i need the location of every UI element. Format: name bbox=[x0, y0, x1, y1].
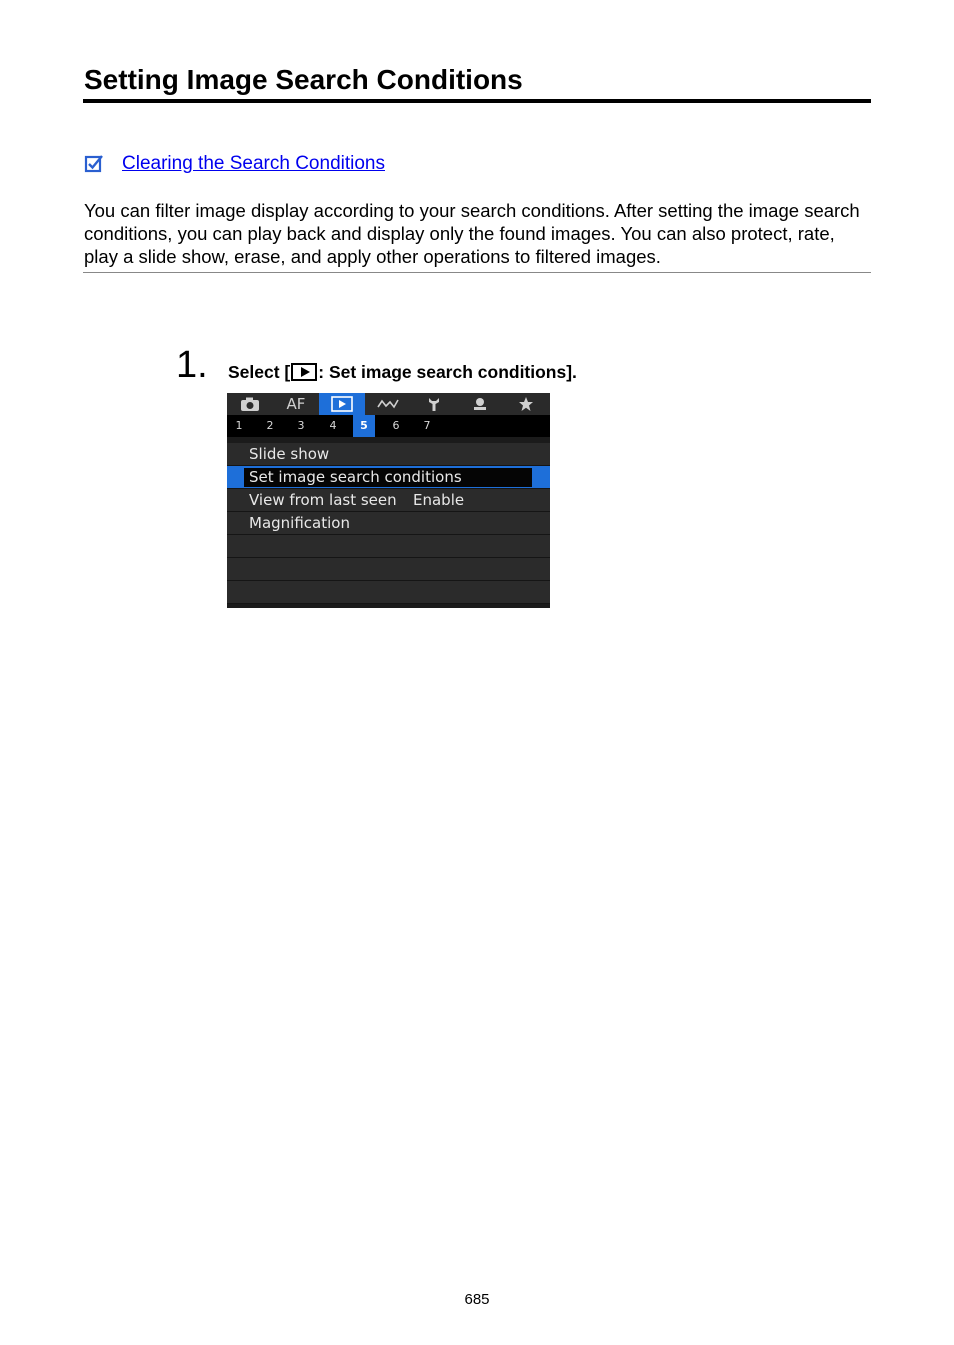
step-instruction bbox=[228, 361, 577, 383]
intro-paragraph: You can filter image display according to your search conditions. After setting the image search conditions, you can play back and display only the found images. You can also protect, rate, play a slide show, erase, and apply other operations to filtered images. bbox=[84, 200, 860, 267]
camera-menu-screenshot bbox=[227, 393, 550, 608]
menu-item-set-image-search-conditions bbox=[227, 466, 550, 489]
playback-icon bbox=[291, 363, 317, 381]
af-icon: AF bbox=[286, 395, 306, 413]
camera-icon bbox=[227, 393, 273, 415]
menu-item-magnification bbox=[227, 512, 550, 535]
star-icon bbox=[503, 393, 549, 415]
page-number-5: 5 bbox=[353, 415, 375, 437]
camera-tab-bar bbox=[227, 393, 550, 415]
menu-item-empty bbox=[227, 558, 550, 581]
page-number-7: 7 bbox=[423, 419, 431, 432]
playback-icon bbox=[319, 393, 365, 415]
menu-item-label: Slide show bbox=[249, 445, 330, 463]
page-title: Setting Image Search Conditions bbox=[84, 64, 523, 95]
step-text-before: Select [ bbox=[228, 362, 291, 382]
menu-item-label: View from last seen bbox=[249, 491, 397, 509]
page-number-6: 6 bbox=[392, 419, 400, 432]
page-number-4: 4 bbox=[329, 419, 337, 432]
camera-page-numbers bbox=[227, 415, 550, 437]
toc-row bbox=[84, 152, 385, 176]
title-divider bbox=[83, 99, 871, 103]
wrench-icon bbox=[411, 393, 457, 415]
page-number-3: 3 bbox=[297, 419, 305, 432]
section-divider bbox=[83, 272, 871, 273]
menu-item-empty bbox=[227, 581, 550, 604]
menu-item-label: Set image search conditions bbox=[249, 468, 462, 486]
menu-item-slide-show bbox=[227, 443, 550, 466]
checkbox-arrow-icon bbox=[84, 154, 104, 174]
page-number-1: 1 bbox=[235, 419, 243, 432]
step-number: 1. bbox=[176, 344, 208, 386]
custom-functions-icon bbox=[457, 393, 503, 415]
page-number: 685 bbox=[464, 1291, 490, 1308]
step-text-after: : Set image search conditions]. bbox=[318, 362, 577, 382]
menu-item-label: Magnification bbox=[249, 514, 350, 532]
menu-item-view-from-last-seen bbox=[227, 489, 550, 512]
wave-icon bbox=[365, 393, 411, 415]
clearing-search-conditions-link[interactable]: Clearing the Search Conditions bbox=[122, 153, 385, 174]
page-number-2: 2 bbox=[266, 419, 274, 432]
menu-item-value: Enable bbox=[413, 491, 465, 509]
menu-item-empty bbox=[227, 535, 550, 558]
